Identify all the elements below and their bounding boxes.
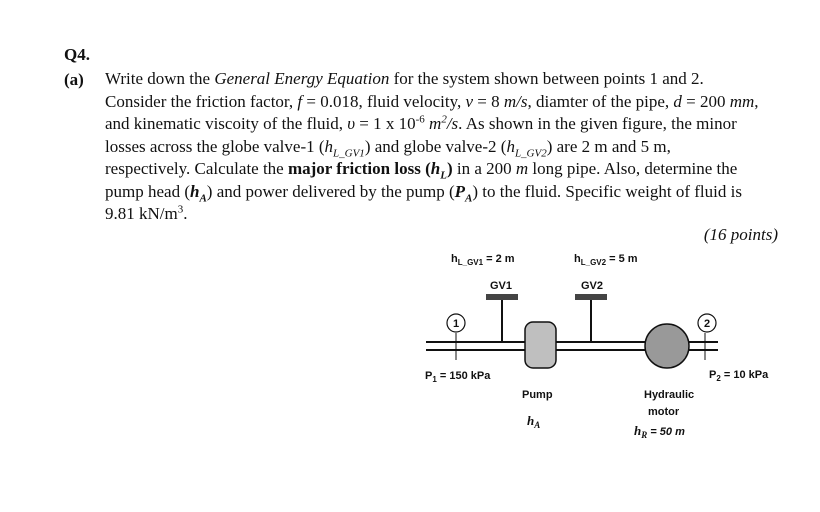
p2-label: $P_2 = 10$ kPa — [709, 369, 769, 383]
gv2-name: GV2 — [581, 280, 604, 292]
gv1-handle — [486, 294, 518, 300]
question-line-5: respectively. Calculate the major friction loss $(h_L)$ in a 200 m long pipe. Also, determine the — [105, 159, 738, 182]
hydraulic-motor — [645, 324, 689, 368]
pump-label: Pump — [522, 389, 553, 401]
pump-head-label: $h_A$ — [527, 413, 541, 430]
point-2-label: 2 — [703, 318, 711, 330]
question-line-3: and kinematic viscoity of the fluid, υ = 1 x $10^{-6}$ $m^2/s$. As shown in the given figure, the minor — [105, 113, 737, 133]
question-number: Q4. — [64, 45, 90, 64]
motor-label-1: Hydraulic — [644, 389, 695, 401]
question-part: (a) — [64, 70, 84, 89]
gv1-name: GV1 — [490, 280, 513, 292]
point-1-label: 1 — [452, 318, 460, 330]
question-line-2: Consider the friction factor, f = 0.018, fluid velocity, v = 8 m/s, diamter of the pipe, d = 200 mm, — [105, 91, 759, 111]
question-line-6: pump head $(h_A)$ and power delivered by the pump $(P_A)$ to the fluid. Specific weight of fluid is — [105, 181, 742, 204]
gv2-handle — [575, 294, 607, 300]
gv2-loss-label: $h_{L\_GV2} = 5$ m — [574, 253, 638, 267]
question-line-7: 9.81 $kN/m^3$. — [105, 203, 188, 223]
motor-head-label: $h_R$ $^{= 50 m}$ — [634, 423, 685, 440]
motor-label-2: motor — [648, 406, 680, 418]
points-label: (16 points) — [703, 225, 778, 244]
question-line-1: Write down the General Energy Equation for the system shown between points 1 and 2. — [105, 69, 704, 88]
pump-body — [525, 322, 556, 368]
gv1-loss-label: $h_{L\_GV1} = 2$ m — [451, 253, 515, 267]
p1-label: $P_1 = 150$ kPa — [425, 370, 491, 384]
question-line-4: losses across the globe valve-1 $(h_{L\_GV1})$ and globe valve-2 $(h_{L\_GV2})$ are 2 m and 5 m, — [105, 136, 671, 159]
